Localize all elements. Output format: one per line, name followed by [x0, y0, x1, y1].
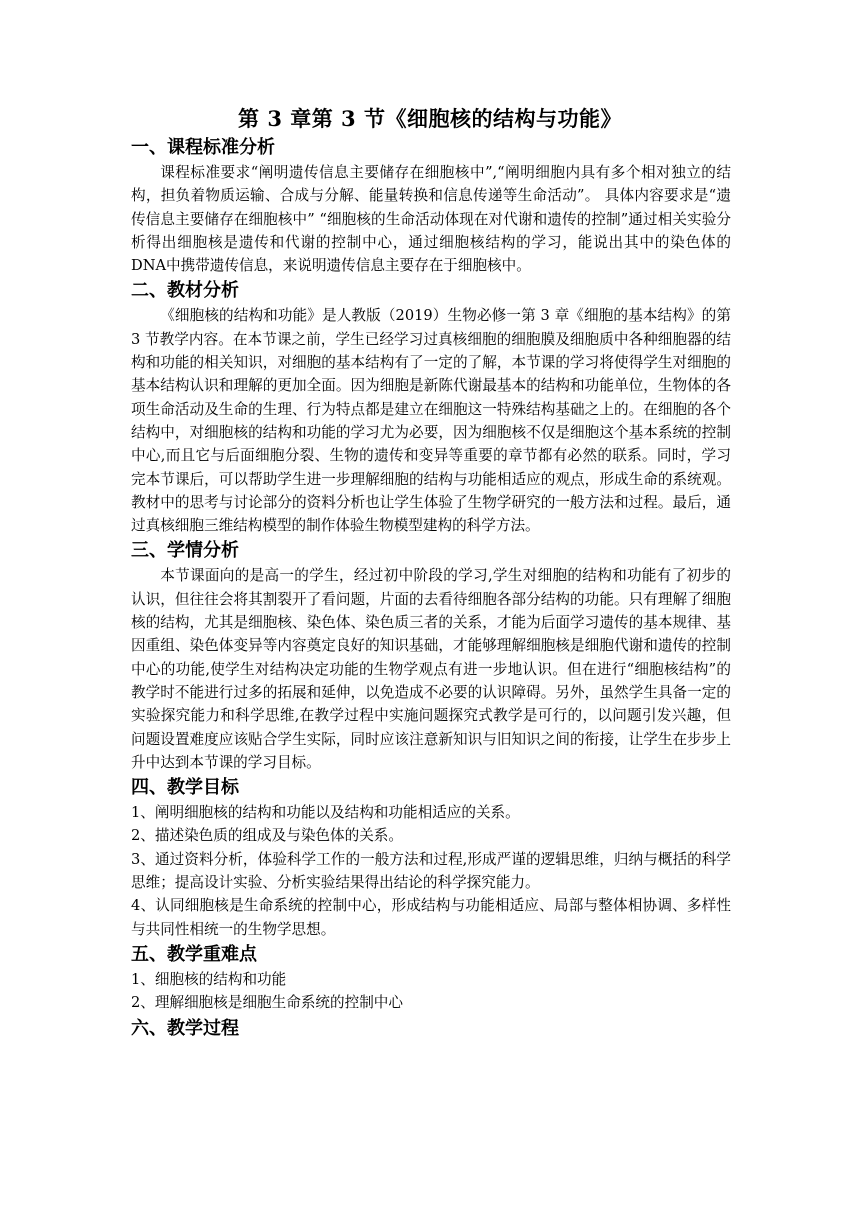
document-title: 第 3 章第 3 节《细胞核的结构与功能》 [238, 106, 622, 131]
key-point-item: 1、细胞核的结构和功能 [131, 970, 287, 988]
objective-item: 2、描述染色质的组成及与染色体的关系。 [131, 827, 403, 845]
section-heading-textbook-analysis: 二、教材分析 [131, 280, 239, 302]
document-body [131, 134, 731, 1042]
curriculum-standard-paragraph: 课程标准要求“阐明遗传信息主要储存在细胞核中”,“阐明细胞内具有多个相对独立的结构，担负着物质运输、合成与分解、能量转换和信息传递等生命活动”。 具体内容要求是“遗传信息主要储存在细胞核中” “细胞核的生命活动体现在对代谢和遗传的控制”通过相关实验分析得出细胞核是遗传和代谢的控制中心，通过细胞核结构的学习，能说出其中的染色体的DNA中携带遗传信息，来说明遗传信息主要存在于细胞核中。 [131, 164, 731, 275]
section-heading-key-points: 五、教学重难点 [131, 943, 257, 965]
section-heading-teaching-objectives: 四、教学目标 [131, 777, 239, 799]
section-heading-teaching-process: 六、教学过程 [131, 1017, 239, 1039]
textbook-analysis-paragraph: 《细胞核的结构和功能》是人教版（2019）生物必修一第 3 章《细胞的基本结构》的第 3 节教学内容。在本节课之前，学生已经学习过真核细胞的细胞膜及细胞质中各种细胞器的结构和功能的相关知识，对细胞的基本结构有了一定的了解，本节课的学习将使得学生对细胞的基本结构认识和理解的更加全面。因为细胞是新陈代谢最基本的结构和功能单位，生物体的各项生命活动及生命的生理、行为特点都是建立在细胞这一特殊结构基础之上的。在细胞的各个结构中，对细胞核的结构和功能的学习尤为必要，因为细胞核不仅是细胞这个基本系统的控制中心,而且它与后面细胞分裂、生物的遗传和变异等重要的章节都有必然的联系。同时，学习完本节课后，可以帮助学生进一步理解细胞的结构与功能相适应的观点，形成生命的系统观。教材中的思考与讨论部分的资料分析也让学生体验了生物学研究的一般方法和过程。最后，通过真核细胞三维结构模型的制作体验生物模型建构的科学方法。 [131, 307, 731, 535]
section-heading-curriculum-standard: 一、课程标准分析 [131, 137, 275, 158]
objective-item: 3、通过资料分析，体验科学工作的一般方法和过程,形成严谨的逻辑思维，归纳与概括的科学思维；提高设计实验、分析实验结果得出结论的科学探究能力。 [131, 850, 731, 892]
objective-item: 1、阐明细胞核的结构和功能以及结构和功能相适应的关系。 [131, 804, 520, 822]
objective-item: 4、认同细胞核是生命系统的控制中心，形成结构与功能相适应、局部与整体相协调、多样性与共同性相统一的生物学思想。 [131, 897, 731, 938]
section-heading-student-analysis: 三、学情分析 [131, 540, 239, 562]
student-analysis-paragraph: 本节课面向的是高一的学生，经过初中阶段的学习,学生对细胞的结构和功能有了初步的认识，但往往会将其割裂开了看问题，片面的去看待细胞各部分结构的功能。只有理解了细胞核的结构，尤其是细胞核、染色体、染色质三者的关系，才能为后面学习遗传的基本规律、基因重组、染色体变异等内容奠定良好的知识基础，才能够理解细胞核是细胞代谢和遗传的控制中心的功能,使学生对结构决定功能的生物学观点有进一步地认识。但在进行“细胞核结构”的教学时不能进行过多的拓展和延伸，以免造成不必要的认识障碍。另外，虽然学生具备一定的实验探究能力和科学思维,在教学过程中实施问题探究式教学是可行的，以问题引发兴趣，但问题设置难度应该贴合学生实际，同时应该注意新知识与旧知识之间的衔接，让学生在步步上升中达到本节课的学习目标。 [131, 567, 731, 771]
key-point-item: 2、理解细胞核是细胞生命系统的控制中心 [131, 994, 403, 1012]
